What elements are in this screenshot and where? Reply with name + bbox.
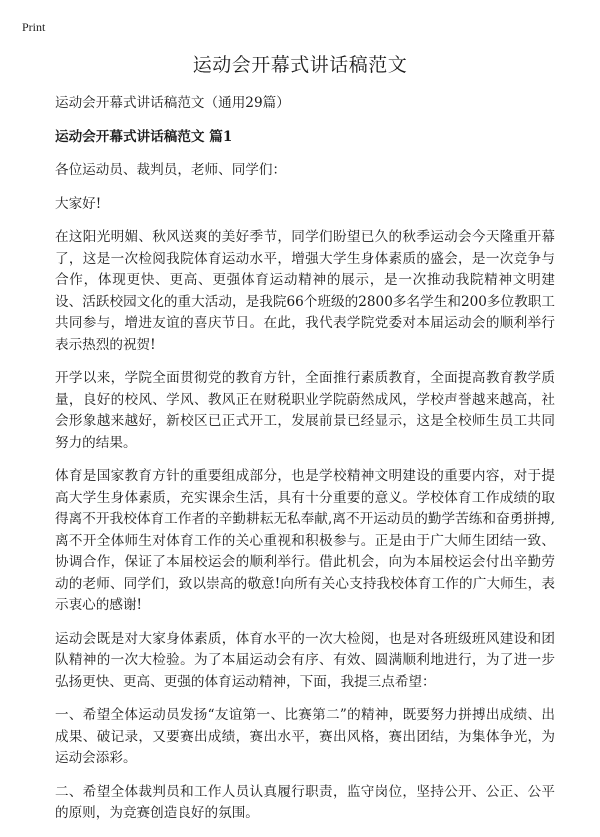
print-link[interactable]: Print xyxy=(22,20,46,34)
paragraph-expectations: 运动会既是对大家身体素质，体育水平的一次大检阅，也是对各班级班风建设和团队精神的一次大检验。为了本届运动会有序、有效、圆满顺利地进行，为了进一步弘扬更快、更高、更强的体育运动精神，下面，我提三点希望： xyxy=(55,630,555,690)
paragraph-hope-athletes: 一、希望全体运动员发扬“友谊第一、比赛第二”的精神，既要努力拼搏出成绩、出成果、破记录，又要赛出成绩，赛出水平，赛出风格，赛出团结，为集体争光，为运动会添彩。 xyxy=(55,707,555,766)
paragraph-hope-referees: 二、希望全体裁判员和工作人员认真履行职责，监守岗位，坚持公开、公正、公平的原则，为竞赛创造良好的氛围。 xyxy=(55,783,555,821)
page-title: 运动会开幕式讲话稿范文 xyxy=(192,54,408,76)
greeting: 大家好! xyxy=(55,195,102,212)
paragraph-sports-importance: 体育是国家教育方针的重要组成部分，也是学校精神文明建设的重要内容，对于提高大学生身体素质，充实课余生活，具有十分重要的意义。学校体育工作成绩的取得离不开我校体育工作者的辛勤耕耘无私奉献,离不开运动员的勤学苦练和奋勇拼搏,离不开全体师生对体育工作的关心重视和积极参与。正是由于广大师生团结一致、协调合作，保证了本届校运会的顺利举行。借此机会，向为本届校运会付出辛勤劳动的老师、同学们，致以崇高的敬意!向所有关心支持我校体育工作的广大师生，表示衷心的感谢! xyxy=(55,468,555,613)
article-body xyxy=(55,93,555,837)
article-subtitle: 运动会开幕式讲话稿范文（通用29篇） xyxy=(55,95,290,111)
paragraph-achievements: 开学以来，学院全面贯彻党的教育方针，全面推行素质教育，全面提高教育教学质量，良好的校风、学风、教风正在财税职业学院蔚然成风，学校声誉越来越高，社会形象越来越好，新校区已正式开工，发展前景已经显示，这是全校师生员工共同努力的结果。 xyxy=(55,370,555,451)
paragraph-opening: 在这阳光明媚、秋风送爽的美好季节，同学们盼望已久的秋季运动会今天隆重开幕了，这是一次检阅我院体育运动水平，增强大学生身体素质的盛会，是一次竞争与合作，体现更快、更高、更强体育运动精神的展示，是一次推动我院精神文明建设、活跃校园文化的重大活动，是我院66个班级的2800多名学生和200多位教职工共同参与，增进友谊的喜庆节日。在此，我代表学院党委对本届运动会的顺利举行表示热烈的祝贺! xyxy=(55,229,555,353)
section-heading: 运动会开幕式讲话稿范文 篇1 xyxy=(55,128,233,145)
salutation: 各位运动员、裁判员，老师、同学们： xyxy=(55,162,287,178)
